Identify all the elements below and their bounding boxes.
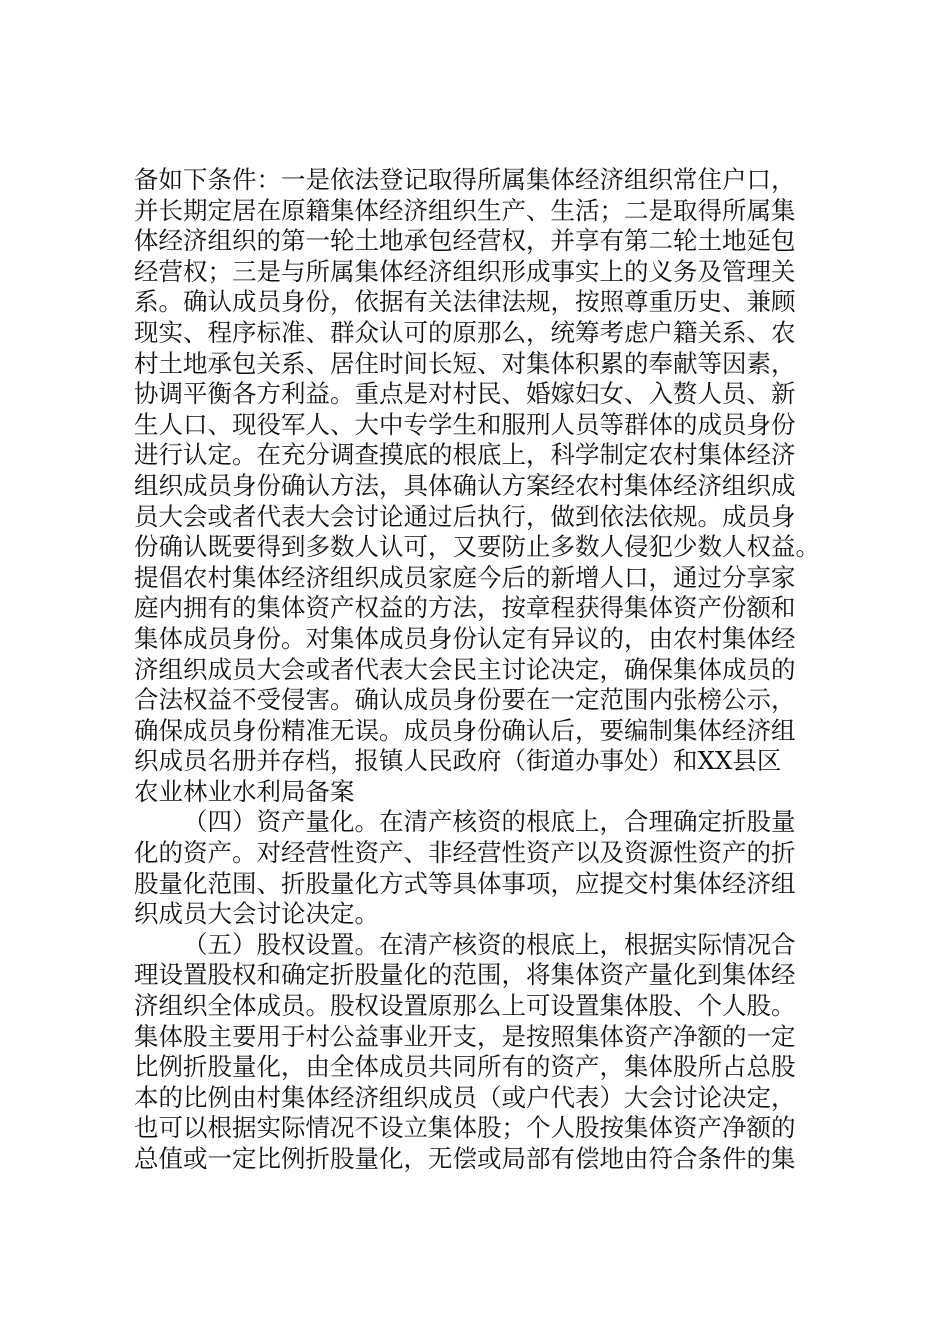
- text-line: 现实、程序标准、群众认可的原那么，统筹考虑户籍关系、农: [134, 317, 796, 347]
- text-line: 集体股主要用于村公益事业开支，是按照集体资产净额的一定: [134, 1021, 796, 1051]
- document-body: [134, 165, 854, 1175]
- text-line: 织成员大会讨论决定。: [134, 899, 379, 929]
- section-heading-line: （四）资产量化。在清产核资的根底上，合理确定折股量: [183, 807, 796, 837]
- text-line: 并长期定居在原籍集体经济组织生产、生活；二是取得所属集: [134, 195, 796, 225]
- text-line: 提倡农村集体经济组织成员家庭今后的新增人口，通过分享家: [134, 562, 796, 592]
- section-heading-line: （五）股权设置。在清产核资的根底上，根据实际情况合: [183, 929, 796, 959]
- text-line: 理设置股权和确定折股量化的范围，将集体资产量化到集体经: [134, 960, 796, 990]
- text-line: 本的比例由村集体经济组织成员（或户代表）大会讨论决定，: [134, 1082, 796, 1112]
- text-line: 生人口、现役军人、大中专学生和服刑人员等群体的成员身份: [134, 409, 796, 439]
- text-line: 确保成员身份精准无误。成员身份确认后，要编制集体经济组: [134, 715, 796, 745]
- text-line: 比例折股量化，由全体成员共同所有的资产，集体股所占总股: [134, 1052, 796, 1082]
- text-line: 协调平衡各方利益。重点是对村民、婚嫁妇女、入赘人员、新: [134, 379, 796, 409]
- text-line: 化的资产。对经营性资产、非经营性资产以及资源性资产的折: [134, 838, 796, 868]
- text-line: 也可以根据实际情况不设立集体股；个人股按集体资产净额的: [134, 1113, 796, 1143]
- text-line: 员大会或者代表大会讨论通过后执行，做到依法依规。成员身: [134, 501, 796, 531]
- text-line: 备如下条件：一是依法登记取得所属集体经济组织常住户口，: [134, 165, 796, 194]
- text-line: 股量化范围、折股量化方式等具体事项，应提交村集体经济组: [134, 868, 796, 898]
- text-line: 进行认定。在充分调查摸底的根底上，科学制定农村集体经济: [134, 440, 796, 470]
- text-line: 村土地承包关系、居住时间长短、对集体积累的奉献等因素，: [134, 348, 796, 378]
- text-line: 合法权益不受侵害。确认成员身份要在一定范围内张榜公示，: [134, 685, 796, 715]
- text-line: 体经济组织的第一轮土地承包经营权，并享有第二轮土地延包: [134, 226, 796, 256]
- text-line: 集体成员身份。对集体成员身份认定有异议的，由农村集体经: [134, 623, 796, 653]
- text-line: 系。确认成员身份，依据有关法律法规，按照尊重历史、兼顾: [134, 287, 796, 317]
- text-line: 庭内拥有的集体资产权益的方法，按章程获得集体资产份额和: [134, 593, 796, 623]
- text-line: 织成员名册并存档，报镇人民政府（街道办事处）和XX县区: [134, 746, 782, 776]
- text-line: 农业林业水利局备案: [134, 776, 355, 806]
- text-line: 组织成员身份确认方法，具体确认方案经农村集体经济组织成: [134, 470, 796, 500]
- text-line: 济组织成员大会或者代表大会民主讨论决定，确保集体成员的: [134, 654, 796, 684]
- text-line: 济组织全体成员。股权设置原那么上可设置集体股、个人股。: [134, 991, 796, 1021]
- text-line: 份确认既要得到多数人认可，又要防止多数人侵犯少数人权益。: [134, 532, 820, 562]
- text-line: 总值或一定比例折股量化，无偿或局部有偿地由符合条件的集: [134, 1144, 796, 1173]
- text-line: 经营权；三是与所属集体经济组织形成事实上的义务及管理关: [134, 256, 796, 286]
